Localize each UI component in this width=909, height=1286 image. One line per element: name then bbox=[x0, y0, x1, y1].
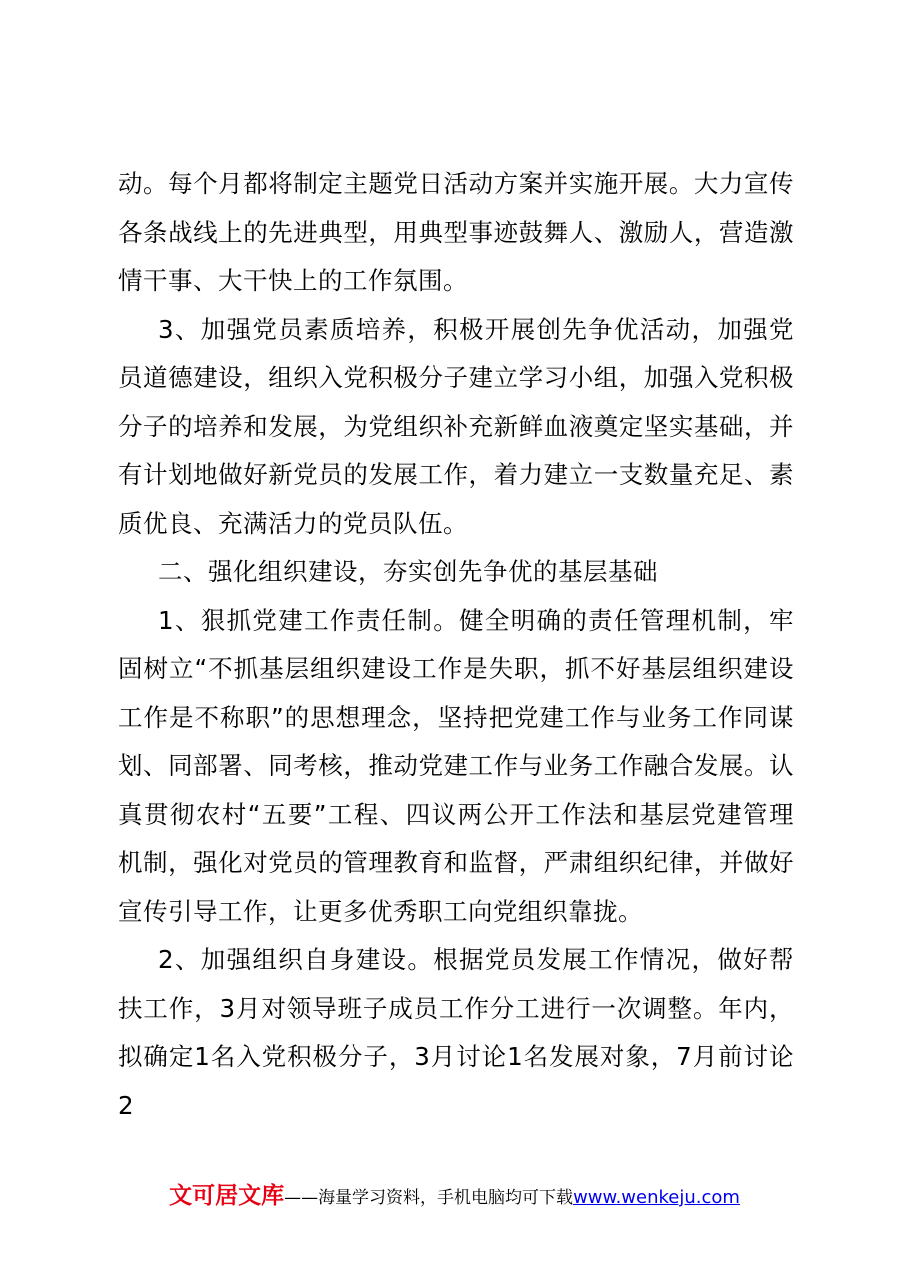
brand-logo-text: 文可居文库 bbox=[169, 1183, 285, 1209]
footer-dash: —— bbox=[284, 1188, 319, 1208]
section-heading: 二、强化组织建设，夯实创先争优的基层基础 bbox=[158, 557, 658, 586]
paragraph: 动。每个月都将制定主题党日活动方案并实施开展。大力宣传各条战线上的先进典型，用典型事迹鼓舞人、激励人，营造激情干事、大干快上的工作氛围。 bbox=[118, 169, 794, 295]
footer-tagline: 海量学习资料，手机电脑均可下载 bbox=[318, 1188, 574, 1208]
website-link[interactable]: www.wenkeju.com bbox=[573, 1187, 740, 1208]
paragraph: 1、狠抓党建工作责任制。健全明确的责任管理机制，牢固树立“不抓基层组织建设工作是失职，抓不好基层组织建设工作是不称职”的思想理念，坚持把党建工作与业务工作同谋划、同部署、同考核，推动党建工作与业务工作融合发展。认真贯彻农村“五要”工程、四议两公开工作法和基层党建管理机制，强化对党员的管理教育和监督，严肃组织纪律，并做好宣传引导工作，让更多优秀职工向党组织靠拢。 bbox=[118, 605, 794, 926]
paragraph: 3、加强党员素质培养，积极开展创先争优活动，加强党员道德建设，组织入党积极分子建立学习小组，加强入党积极分子的培养和发展，为党组织补充新鲜血液奠定坚实基础，并有计划地做好新党员的发展工作，着力建立一支数量充足、素质优良、充满活力的党员队伍。 bbox=[118, 314, 794, 538]
paragraph: 2、加强组织自身建设。根据党员发展工作情况，做好帮扶工作，3月对领导班子成员工作分工进行一次调整。年内，拟确定1名入党积极分子，3月讨论1名发展对象，7月前讨论2 bbox=[118, 945, 794, 1120]
document-body bbox=[118, 160, 794, 1130]
footer-banner bbox=[0, 1178, 909, 1216]
